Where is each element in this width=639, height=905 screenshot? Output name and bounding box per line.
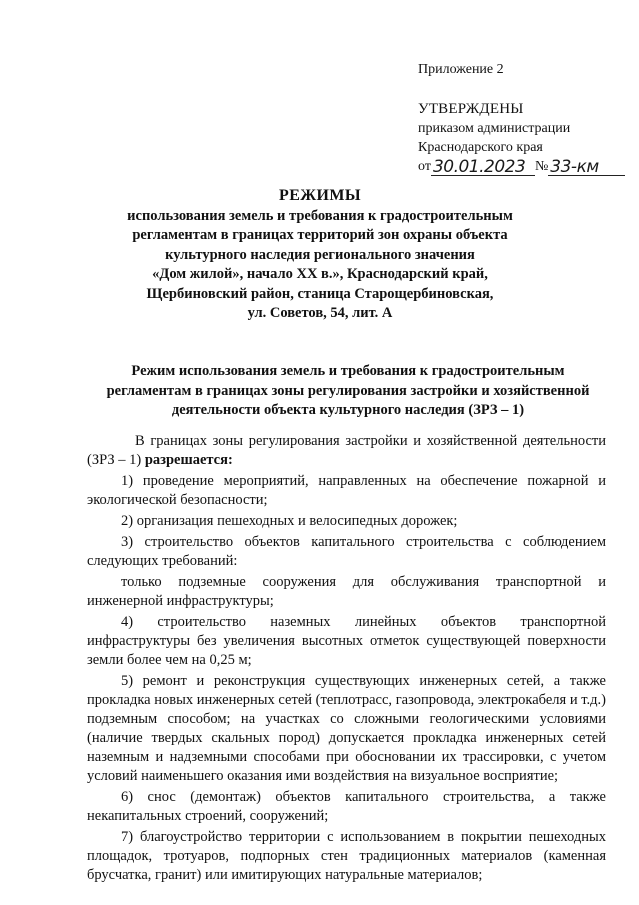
list-item: 5) ремонт и реконструкция существующих инженерных сетей, а также прокладка новых инженерных сетей (теплотрасс, газопровода, электрокабеля и т.д.) подземным способом; на участках со сложными геологическими условиями (наличие твердых скальных пород) допускается прокладка инженерных сетей наземным и надземными способами при обосновании их трассировки, с учетом условий наименьшего оказания ими воздействия на визуальное восприятие; bbox=[87, 673, 606, 784]
order-line-1: приказом администрации bbox=[418, 121, 571, 136]
list-item: 3) строительство объектов капитального строительства с соблюдением следующих требований: bbox=[87, 534, 606, 569]
from-label: от bbox=[418, 159, 431, 174]
list-item: только подземные сооружения для обслуживания транспортной и инженерной инфраструктуры; bbox=[87, 574, 606, 609]
title-main: РЕЖИМЫ bbox=[279, 187, 361, 204]
title-line: Щербиновский район, станица Старощербиновская, bbox=[146, 285, 494, 302]
order-line-2: Краснодарского края bbox=[418, 140, 543, 155]
approved-label: УТВЕРЖДЕНЫ bbox=[418, 101, 524, 117]
title-line: ул. Советов, 54, лит. А bbox=[247, 305, 393, 321]
section-line: деятельности объекта культурного наследия (ЗРЗ – 1) bbox=[171, 402, 525, 418]
annex-label: Приложение 2 bbox=[418, 62, 504, 77]
title-line: культурного наследия регионального значения bbox=[165, 246, 475, 263]
intro-paragraph bbox=[87, 432, 606, 470]
list-item: 1) проведение мероприятий, направленных на обеспечение пожарной и экологической безопасности; bbox=[87, 473, 606, 508]
handwritten-number: 33-км bbox=[548, 159, 625, 176]
intro-bold-text: разрешается: bbox=[144, 452, 233, 468]
document-title bbox=[85, 186, 555, 324]
document-body bbox=[87, 432, 606, 887]
list-item: 6) снос (демонтаж) объектов капитального строительства, а также некапитальных строений, сооружений; bbox=[87, 789, 606, 824]
title-line: использования земель и требования к градостроительным bbox=[127, 207, 513, 224]
title-line: «Дом жилой», начало XX в.», Краснодарский край, bbox=[152, 266, 488, 282]
list-item: 7) благоустройство территории с использованием в покрытии пешеходных площадок, тротуаров, подпорных стен традиционных материалов (каменная брусчатка, гранит) или имитирующих натуральные материалов; bbox=[87, 829, 606, 883]
approval-block bbox=[418, 60, 628, 176]
number-sign: № bbox=[534, 159, 549, 174]
list-item: 2) организация пешеходных и велосипедных дорожек; bbox=[121, 513, 458, 529]
intro-text: В границах зоны регулирования застройки и хозяйственной деятельности (ЗРЗ – 1) bbox=[87, 433, 606, 468]
section-line: регламентам в границах зоны регулирования застройки и хозяйственной bbox=[106, 382, 590, 399]
section-heading bbox=[88, 362, 608, 421]
section-line: Режим использования земель и требования к градостроительным bbox=[131, 363, 565, 379]
title-line: регламентам в границах территорий зон охраны объекта bbox=[132, 227, 508, 243]
list-item: 4) строительство наземных линейных объектов транспортной инфраструктуры без увеличения высотных отметок существующей поверхности земли более чем на 0,25 м; bbox=[87, 614, 606, 668]
handwritten-date: 30.01.2023 bbox=[431, 159, 535, 176]
order-date-number-row bbox=[418, 157, 628, 176]
